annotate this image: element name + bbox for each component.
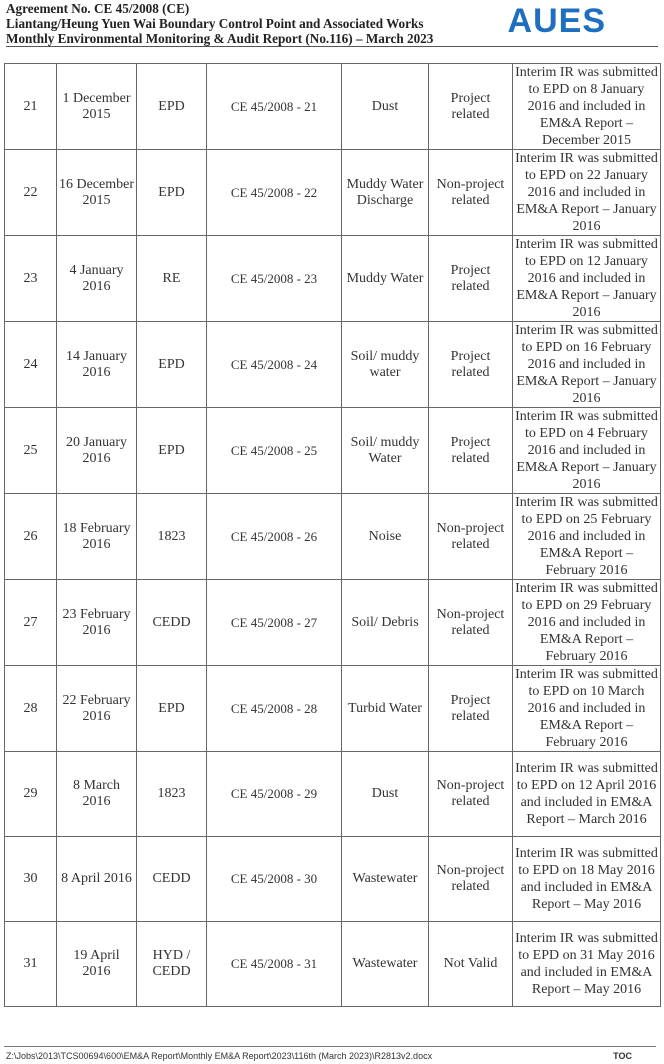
received-from-cell: 1823 [137,494,207,580]
date-cell: 4 January 2016 [57,236,137,322]
date-cell: 14 January 2016 [57,322,137,408]
row-number-cell: 25 [5,408,57,494]
agreement-number: Agreement No. CE 45/2008 (CE) [6,1,190,16]
nature-cell: Muddy Water [342,236,429,322]
page-footer [4,1046,656,1061]
reference-number-cell: CE 45/2008 - 29 [207,752,342,837]
table-body [5,64,661,1007]
nature-cell: Soil/ muddy Water [342,408,429,494]
remark-cell: Interim IR was submitted to EPD on 31 May 2016 and included in EM&A Report – May 2016 [513,922,661,1007]
received-from-cell: EPD [137,408,207,494]
date-cell: 23 February 2016 [57,580,137,666]
row-number-cell: 21 [5,64,57,150]
row-number-cell: 27 [5,580,57,666]
nature-cell: Wastewater [342,922,429,1007]
remark-cell: Interim IR was submitted to EPD on 22 January 2016 and included in EM&A Report – January 2016 [513,150,661,236]
reference-number-cell: CE 45/2008 - 28 [207,666,342,752]
remark-cell: Interim IR was submitted to EPD on 4 February 2016 and included in EM&A Report – January 2016 [513,408,661,494]
remark-cell: Interim IR was submitted to EPD on 8 January 2016 and included in EM&A Report – December 2015 [513,64,661,150]
nature-cell: Soil/ muddy water [342,322,429,408]
nature-cell: Dust [342,64,429,150]
project-title: Liantang/Heung Yuen Wai Boundary Control Point and Associated Works [6,16,424,31]
nature-cell: Muddy Water Discharge [342,150,429,236]
page-header [6,0,658,47]
status-cell: Non-project related [429,580,513,666]
footer-brand: TOC [613,1051,632,1061]
reference-number-cell: CE 45/2008 - 31 [207,922,342,1007]
table-row [5,150,661,236]
reference-number-cell: CE 45/2008 - 24 [207,322,342,408]
table-row [5,322,661,408]
received-from-cell: 1823 [137,752,207,837]
row-number-cell: 29 [5,752,57,837]
table-row [5,580,661,666]
status-cell: Non-project related [429,494,513,580]
date-cell: 19 April 2016 [57,922,137,1007]
aues-logo: AUES [507,2,606,40]
status-cell: Project related [429,322,513,408]
status-cell: Not Valid [429,922,513,1007]
table-row [5,666,661,752]
nature-cell: Wastewater [342,837,429,922]
file-path: Z:\Jobs\2013\TCS00694\600\EM&A Report\Monthly EM&A Report\2023\116th (March 2023)\R2813v2.docx [6,1051,433,1061]
nature-cell: Soil/ Debris [342,580,429,666]
date-cell: 18 February 2016 [57,494,137,580]
row-number-cell: 26 [5,494,57,580]
complaint-log-table [4,63,661,1007]
table-row [5,752,661,837]
received-from-cell: HYD / CEDD [137,922,207,1007]
remark-cell: Interim IR was submitted to EPD on 18 May 2016 and included in EM&A Report – May 2016 [513,837,661,922]
nature-cell: Noise [342,494,429,580]
table-row [5,837,661,922]
row-number-cell: 28 [5,666,57,752]
received-from-cell: CEDD [137,580,207,666]
received-from-cell: EPD [137,150,207,236]
received-from-cell: EPD [137,322,207,408]
nature-cell: Turbid Water [342,666,429,752]
reference-number-cell: CE 45/2008 - 30 [207,837,342,922]
row-number-cell: 31 [5,922,57,1007]
status-cell: Project related [429,666,513,752]
status-cell: Non-project related [429,150,513,236]
remark-cell: Interim IR was submitted to EPD on 16 February 2016 and included in EM&A Report – January 2016 [513,322,661,408]
table-row [5,236,661,322]
received-from-cell: RE [137,236,207,322]
received-from-cell: CEDD [137,837,207,922]
reference-number-cell: CE 45/2008 - 21 [207,64,342,150]
remark-cell: Interim IR was submitted to EPD on 12 April 2016 and included in EM&A Report – March 2016 [513,752,661,837]
remark-cell: Interim IR was submitted to EPD on 10 March 2016 and included in EM&A Report – February 2016 [513,666,661,752]
row-number-cell: 23 [5,236,57,322]
reference-number-cell: CE 45/2008 - 26 [207,494,342,580]
date-cell: 22 February 2016 [57,666,137,752]
report-title: Monthly Environmental Monitoring & Audit Report (No.116) – March 2023 [6,31,434,46]
date-cell: 16 December 2015 [57,150,137,236]
table-row [5,408,661,494]
status-cell: Non-project related [429,837,513,922]
reference-number-cell: CE 45/2008 - 23 [207,236,342,322]
status-cell: Project related [429,64,513,150]
status-cell: Non-project related [429,752,513,837]
header-text [6,1,433,46]
reference-number-cell: CE 45/2008 - 25 [207,408,342,494]
status-cell: Project related [429,236,513,322]
remark-cell: Interim IR was submitted to EPD on 12 January 2016 and included in EM&A Report – January 2016 [513,236,661,322]
remark-cell: Interim IR was submitted to EPD on 25 February 2016 and included in EM&A Report – February 2016 [513,494,661,580]
date-cell: 8 April 2016 [57,837,137,922]
table-row [5,64,661,150]
table-row [5,494,661,580]
reference-number-cell: CE 45/2008 - 27 [207,580,342,666]
date-cell: 20 January 2016 [57,408,137,494]
table-row [5,922,661,1007]
row-number-cell: 22 [5,150,57,236]
date-cell: 8 March 2016 [57,752,137,837]
remark-cell: Interim IR was submitted to EPD on 29 February 2016 and included in EM&A Report – February 2016 [513,580,661,666]
received-from-cell: EPD [137,64,207,150]
row-number-cell: 30 [5,837,57,922]
date-cell: 1 December 2015 [57,64,137,150]
nature-cell: Dust [342,752,429,837]
status-cell: Project related [429,408,513,494]
received-from-cell: EPD [137,666,207,752]
row-number-cell: 24 [5,322,57,408]
reference-number-cell: CE 45/2008 - 22 [207,150,342,236]
